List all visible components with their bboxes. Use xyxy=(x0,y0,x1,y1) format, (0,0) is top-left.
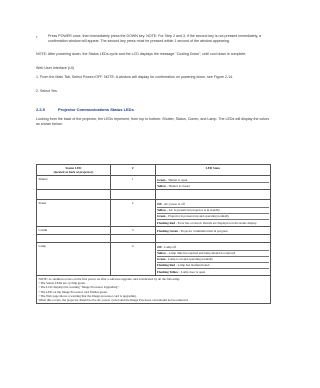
table-row xyxy=(37,243,271,276)
note-bullet: • The Web page shows a warning that the Image processor card is upgrading. xyxy=(38,293,137,298)
header-status-led-label: Status LED xyxy=(65,166,82,170)
spacer-row xyxy=(37,235,271,243)
led-states xyxy=(155,176,271,190)
header-status-led xyxy=(37,165,111,176)
led-state-item: Flashing Red - Lamp has malfunctioned xyxy=(157,263,269,269)
bullet-marker: • xyxy=(36,34,38,39)
led-state-item: Flashing Yellow - Lamp door is open xyxy=(157,269,206,274)
led-number: 3 xyxy=(110,227,155,235)
note-tail: When this occurs, the projector should not be AC power cycled and the Image Processor card should not be removed. xyxy=(38,297,189,302)
header-number: # xyxy=(110,165,155,176)
web-ui-step-1: 1. From the Main Tab, Select Power>OFF. NOTE: A window will display for confirmation on powering down, see Figure 2-14. xyxy=(36,75,234,79)
led-state-item: Off - Lamp off xyxy=(157,244,269,250)
note-lead: NOTE: A condition occurs on the first power on after a software upgrade, and is indicated by all the following: xyxy=(38,277,180,282)
web-ui-step-2: 2. Select Yes. xyxy=(36,89,58,93)
led-name: Lamp xyxy=(37,243,111,276)
led-name: Status xyxy=(37,200,111,227)
header-status-led-sub: (located at back of projector) xyxy=(53,170,94,174)
upgrade-note xyxy=(37,276,271,304)
led-state-item: Yellow - Lamp time has expired and lamp should be replaced xyxy=(157,251,269,257)
section-title: Projector Communications Status LEDs xyxy=(58,107,134,112)
section-number: 2.2.5 xyxy=(36,107,45,112)
led-state-item: Yellow - Shutter is closed xyxy=(157,183,190,188)
led-number: 4 xyxy=(110,243,155,276)
note-row xyxy=(37,276,271,304)
table-row xyxy=(37,176,271,190)
led-state-item: Yellow - AC is present but projector is in standby xyxy=(157,208,269,214)
web-ui-heading: Web User Interface (UI) xyxy=(36,66,74,70)
table-header-row xyxy=(37,165,271,176)
led-state-item: Green - Projector is powered up and operating normally xyxy=(157,214,269,220)
led-states xyxy=(155,200,271,227)
note-bullet: • The LCD displays the warning "Image Processor Upgrading". xyxy=(38,285,120,290)
led-state-item: Green - Lamp is on and operating normally xyxy=(157,257,269,263)
table-row xyxy=(37,227,271,235)
table-row xyxy=(37,200,271,227)
note-bullet: • The Status LEDs are cycling green. xyxy=(38,281,86,286)
led-state-item: Flashing Red - Error has occurred. Details are displayed on the status display. xyxy=(157,220,258,225)
led-name: Shutter xyxy=(37,176,111,190)
header-led-state: LED State xyxy=(155,165,271,176)
spacer-row xyxy=(37,190,271,200)
led-name: Comm xyxy=(37,227,111,235)
power-down-paragraph: Press POWER once, then immediately press the DOWN key. NOTE: For Step 2 and 3, if the second key is not pressed immediately, a confirmation window will appear. The second key press must be pressed within 1 second of the window appearing. xyxy=(48,34,262,43)
led-state-item: Flashing Green - Projector communication in progress xyxy=(157,228,228,233)
led-states xyxy=(155,243,271,276)
led-number: 1 xyxy=(110,176,155,190)
led-state-item: Off - AC power is off xyxy=(157,201,269,207)
status-led-table xyxy=(36,164,271,304)
led-state-item: Green - Shutter is open. xyxy=(157,177,269,183)
cooling-note: NOTE: After powering down, the Status LEDs cycle and the LCD displays the message "Cooling Down", until cool down is complete. xyxy=(36,52,247,56)
led-states xyxy=(155,227,271,235)
section-body: Looking from the back of the projector, the LEDs represent, from top to bottom: Shutter, Status, Comm, and Lamp. The LEDs will display the colors as shown below: xyxy=(36,117,270,126)
led-number: 2 xyxy=(110,200,155,227)
note-bullet: • The LED on the Image Processor card flashes green. xyxy=(38,289,108,294)
